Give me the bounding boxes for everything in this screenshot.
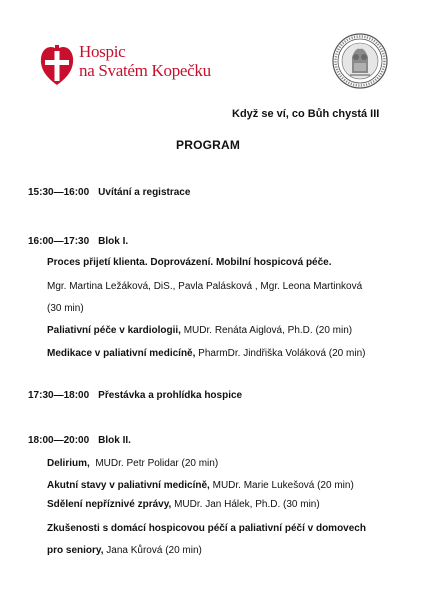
university-seal-icon [332, 33, 388, 89]
session-2 [28, 235, 128, 248]
session-3 [28, 389, 242, 402]
session-4-title: Blok II. [98, 435, 131, 446]
session-4-time: 18:00—20:00 [28, 435, 90, 446]
logo-line-2: na Svatém Kopečku [79, 61, 211, 80]
session-4-item-1-rest: MUDr. Petr Polidar (20 min) [89, 458, 219, 469]
program-heading: PROGRAM [176, 138, 241, 152]
session-4-item-2-rest: MUDr. Marie Lukešová (20 min) [209, 480, 354, 491]
session-4-item-3-rest: MUDr. Jan Hálek, Ph.D. (30 min) [171, 499, 320, 510]
session-4 [28, 434, 131, 447]
session-1-time: 15:30—16:00 [28, 187, 90, 198]
session-2-item-2-rest: MUDr. Renáta Aiglová, Ph.D. (20 min) [180, 325, 353, 336]
session-4-item-4-rest: Jana Kůrová (20 min) [103, 545, 202, 556]
session-2-item-2 [47, 324, 352, 337]
session-3-time: 17:30—18:00 [28, 390, 90, 401]
session-4-item-3-title: Sdělení nepříznivé zprávy, [47, 499, 172, 510]
session-2-item-1-speakers: Mgr. Martina Ležáková, DiS., Pavla Palásková , Mgr. Leona Martinková [47, 281, 363, 292]
session-2-item-1-title: Proces přijetí klienta. Doprovázení. Mobilní hospicová péče. [47, 257, 332, 268]
session-4-item-3 [47, 498, 320, 511]
session-2-time: 16:00—17:30 [28, 236, 90, 247]
event-subtitle: Když se ví, co Bůh chystá III [232, 108, 380, 120]
hospic-heart-cross-icon [40, 43, 74, 87]
session-1 [28, 186, 190, 199]
session-2-item-1-duration: (30 min) [47, 303, 84, 314]
session-2-item-3-rest: PharmDr. Jindřiška Voláková (20 min) [195, 348, 366, 359]
hospic-logo [40, 43, 211, 87]
session-1-title: Uvítání a registrace [98, 187, 191, 198]
session-4-item-2 [47, 479, 354, 492]
session-2-item-3-title: Medikace v paliativní medicíně, [47, 348, 196, 359]
logo-text [79, 42, 211, 80]
session-3-title: Přestávka a prohlídka hospice [98, 390, 243, 401]
session-4-item-1-title: Delirium, [47, 458, 90, 469]
session-4-item-4-title-2: pro seniory, [47, 545, 104, 556]
logo-line-1: Hospic [79, 42, 126, 61]
session-4-item-4 [47, 544, 202, 557]
session-2-title: Blok I. [98, 236, 129, 247]
session-4-item-1 [47, 457, 218, 470]
session-2-item-3 [47, 347, 365, 360]
session-4-item-2-title: Akutní stavy v paliativní medicíně, [47, 480, 210, 491]
session-2-item-2-title: Paliativní péče v kardiologii, [47, 325, 181, 336]
session-4-item-4-title: Zkušenosti s domácí hospicovou péčí a paliativní péčí v domovech [47, 523, 366, 534]
